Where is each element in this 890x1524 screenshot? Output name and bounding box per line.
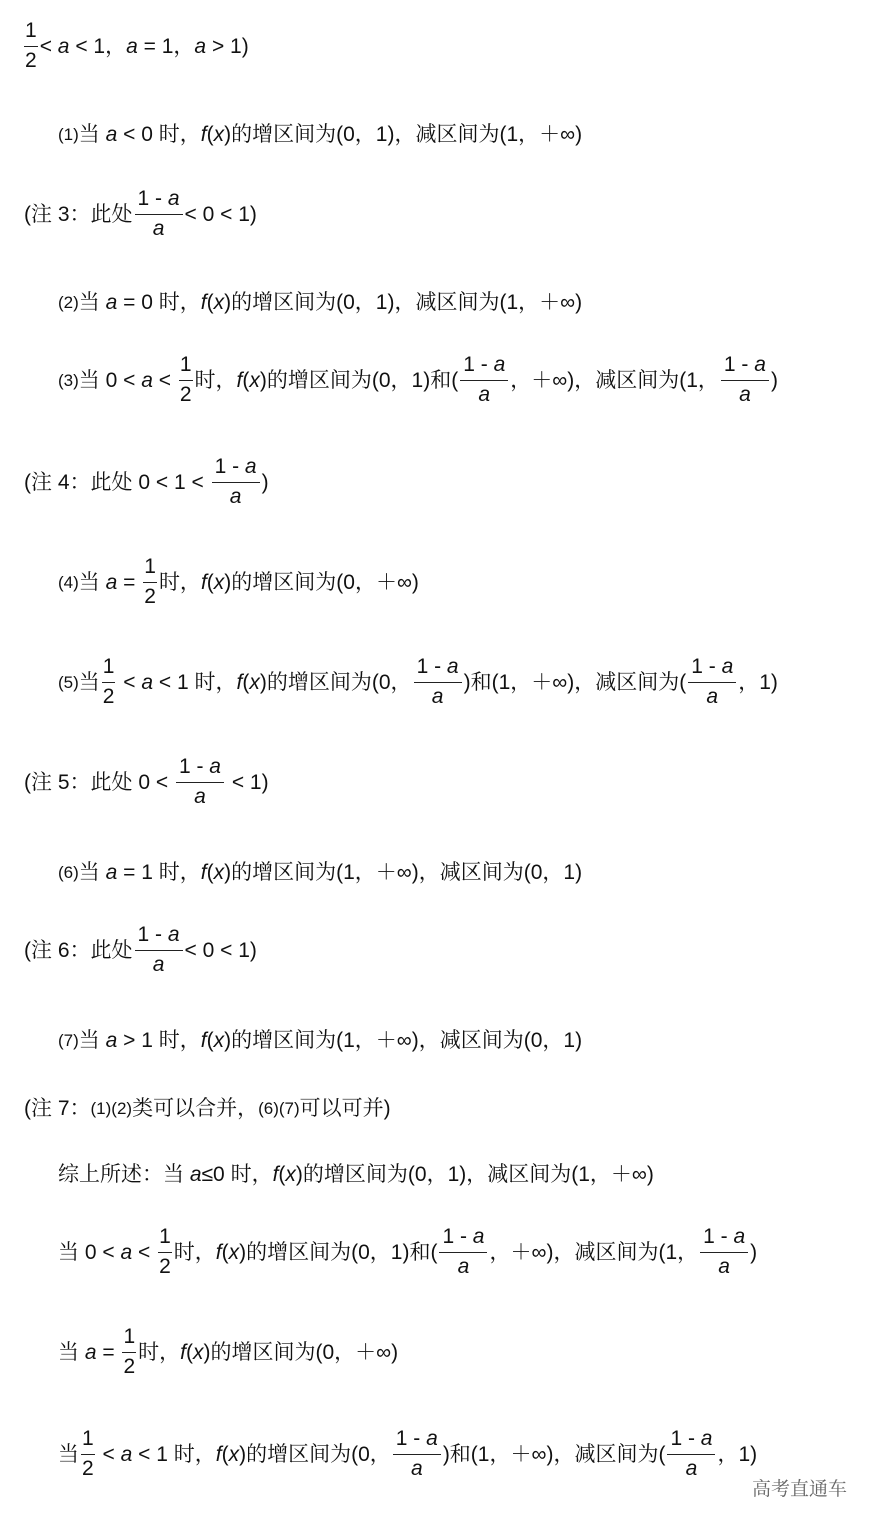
text-run: (: [206, 861, 214, 884]
fraction-numerator: [721, 354, 769, 376]
fraction-numerator: 1: [82, 1427, 94, 1450]
fraction-denominator: a: [457, 1255, 470, 1279]
case-number: (1): [58, 125, 79, 144]
text-run: )的增区间为(0，＋∞): [224, 570, 419, 594]
text-run: =: [117, 570, 142, 594]
math-variable: a: [426, 1427, 438, 1450]
fraction-denominator: 2: [144, 585, 156, 609]
text-line: [58, 1030, 582, 1051]
text-run: <: [132, 1240, 157, 1264]
math-variable: a: [167, 187, 180, 210]
text-run: 1 -: [670, 1427, 701, 1450]
fraction-bar: [460, 380, 508, 381]
text-run: 当: [78, 1029, 106, 1052]
text-run: < 1 时，: [132, 1442, 216, 1466]
fraction: [212, 456, 260, 508]
text-run: ，1): [738, 670, 778, 694]
text-line: [58, 1226, 757, 1278]
fraction-denominator: a: [478, 383, 491, 407]
text-run: > 1 时，: [117, 1029, 201, 1052]
math-variable: x: [213, 1029, 225, 1052]
math-variable: a: [446, 655, 459, 678]
text-run: 当: [78, 670, 100, 694]
fraction-numerator: 1: [102, 655, 115, 678]
text-line: [58, 556, 419, 608]
math-variable: f: [215, 1240, 222, 1264]
text-run: )的增区间为(0，＋∞): [203, 1340, 399, 1364]
text-run: =: [96, 1340, 121, 1364]
fraction-bar: [102, 682, 116, 683]
fraction: [460, 354, 508, 406]
text-line: [22, 20, 249, 72]
text-run: )的增区间为(0，: [259, 670, 412, 694]
math-variable: a: [733, 1225, 746, 1248]
math-variable: a: [167, 923, 180, 946]
text-line: [58, 1164, 654, 1185]
fraction-numerator: [135, 924, 183, 946]
text-run: 当 0 <: [58, 1240, 121, 1264]
fraction-denominator: a: [706, 685, 719, 709]
text-run: ，1): [717, 1442, 758, 1466]
fraction-bar: [700, 1252, 748, 1253]
fraction-numerator: 1: [123, 1325, 136, 1348]
text-run: )和(1，＋∞)，减区间为(: [442, 1442, 666, 1466]
math-variable: a: [105, 1029, 118, 1052]
text-run: 当: [58, 1340, 85, 1364]
math-variable: f: [200, 291, 207, 314]
text-run: ): [261, 470, 269, 494]
math-variable: a: [721, 655, 734, 678]
math-variable: f: [215, 1442, 222, 1466]
fraction-bar: [143, 582, 157, 583]
fraction-bar: [439, 1252, 487, 1253]
fraction-denominator: 2: [102, 685, 115, 709]
text-run: (: [206, 291, 214, 314]
text-line: [24, 924, 257, 976]
text-run: <: [39, 34, 58, 58]
text-run: < 1): [225, 770, 269, 794]
text-run: 时，: [138, 1340, 181, 1364]
text-run: 时，: [194, 368, 237, 392]
fraction: [179, 354, 193, 406]
math-variable: x: [285, 1163, 296, 1186]
fraction-numerator: [667, 1428, 715, 1450]
fraction-denominator: 2: [123, 1355, 136, 1379]
math-variable: a: [472, 1225, 485, 1248]
text-run: 当 0 <: [78, 368, 142, 392]
text-line: [24, 456, 269, 508]
text-run: > 1): [206, 34, 249, 58]
case-number: (2): [58, 293, 79, 312]
text-line: [58, 656, 778, 708]
fraction-numerator: 1: [179, 353, 192, 376]
text-run: 1 -: [442, 1225, 473, 1248]
fraction: [135, 188, 183, 240]
math-variable: a: [126, 34, 138, 58]
fraction-bar: [81, 1454, 95, 1455]
case-number: (6): [58, 863, 79, 882]
text-run: (: [206, 123, 214, 146]
fraction-bar: [179, 380, 193, 381]
math-variable: x: [228, 1240, 240, 1264]
case-number: (3): [58, 370, 79, 390]
math-variable: a: [120, 1240, 133, 1264]
text-run: (: [206, 1029, 214, 1052]
text-run: (: [242, 670, 250, 694]
fraction-bar: [667, 1454, 715, 1455]
fraction-denominator: 2: [179, 383, 192, 407]
fraction-bar: [158, 1252, 172, 1253]
fraction-numerator: [460, 354, 508, 376]
case-number: (4): [58, 572, 79, 592]
text-run: )的增区间为(0，: [239, 1442, 391, 1466]
fraction-denominator: a: [194, 785, 206, 809]
text-run: < 0 < 1): [184, 202, 257, 226]
text-line: [24, 1098, 391, 1119]
fraction-numerator: [439, 1226, 487, 1248]
fraction-bar: [414, 682, 462, 683]
fraction: [414, 656, 462, 708]
fraction-bar: [176, 782, 224, 783]
text-run: (: [242, 368, 250, 392]
fraction-numerator: [688, 656, 736, 678]
fraction: [81, 1428, 95, 1480]
text-line: [24, 756, 269, 808]
fraction: [143, 556, 157, 608]
case-number: (1)(2): [90, 1099, 133, 1118]
fraction-denominator: a: [431, 685, 444, 709]
fraction-denominator: 2: [159, 1255, 171, 1279]
fraction-numerator: 1: [25, 19, 37, 42]
fraction-denominator: a: [685, 1457, 698, 1481]
fraction-denominator: a: [410, 1457, 423, 1481]
text-run: 1 -: [463, 353, 494, 376]
case-number: (7): [58, 1031, 79, 1050]
math-variable: f: [200, 570, 207, 594]
fraction-bar: [212, 482, 260, 483]
math-variable: f: [236, 368, 243, 392]
text-run: < 0 时，: [117, 123, 201, 146]
text-run: )的增区间为(0，1)，减区间为(1，＋∞): [295, 1163, 654, 1186]
text-run: 1 -: [137, 923, 168, 946]
fraction-bar: [393, 1454, 441, 1455]
fraction-numerator: [700, 1226, 748, 1248]
watermark: 高考直通车: [752, 1479, 848, 1500]
math-variable: a: [84, 1340, 97, 1364]
fraction-bar: [135, 214, 183, 215]
math-variable: a: [754, 353, 766, 376]
fraction-numerator: [135, 188, 183, 210]
case-number: (6)(7): [258, 1099, 300, 1118]
text-run: )和(1，＋∞)，减区间为(: [463, 670, 687, 694]
text-run: (: [278, 1163, 286, 1186]
fraction: [176, 756, 224, 808]
text-run: 可以可并): [299, 1097, 391, 1120]
math-variable: f: [200, 123, 207, 146]
fraction-numerator: [212, 456, 260, 478]
text-run: 类可以合并，: [132, 1097, 259, 1120]
text-run: 1 -: [691, 655, 722, 678]
text-run: )的增区间为(0，1)和(: [239, 1240, 438, 1264]
note-label: (注 4：此处 0 < 1 <: [24, 470, 210, 494]
math-variable: a: [700, 1427, 713, 1450]
note-label: (注 3：此处: [24, 202, 133, 226]
fraction-numerator: [176, 756, 224, 778]
math-variable: a: [141, 670, 154, 694]
math-variable: a: [194, 34, 207, 58]
fraction: [439, 1226, 487, 1278]
math-variable: x: [228, 1442, 240, 1466]
text-run: 1 -: [416, 655, 447, 678]
fraction: [102, 656, 116, 708]
text-run: )的增区间为(1，＋∞)，减区间为(0，1): [224, 861, 583, 884]
fraction-denominator: a: [152, 217, 165, 241]
math-variable: f: [200, 861, 207, 884]
text-run: (: [221, 1442, 229, 1466]
fraction-bar: [122, 1352, 136, 1353]
text-run: ): [750, 1240, 758, 1264]
fraction-denominator: a: [152, 953, 165, 977]
text-run: 综上所述：当: [58, 1163, 190, 1186]
fraction-numerator: 1: [144, 555, 156, 578]
text-line: [58, 292, 582, 313]
fraction: [122, 1326, 136, 1378]
text-run: )的增区间为(1，＋∞)，减区间为(0，1): [224, 1029, 583, 1052]
text-run: 当: [58, 1442, 79, 1466]
text-line: [58, 1428, 757, 1480]
fraction: [158, 1226, 172, 1278]
text-line: [58, 862, 582, 883]
fraction-bar: [688, 682, 736, 683]
text-run: (: [221, 1240, 229, 1264]
text-run: ，＋∞)，减区间为(1，: [489, 1240, 699, 1264]
fraction-denominator: 2: [82, 1457, 94, 1481]
fraction-denominator: a: [229, 485, 242, 509]
text-line: [58, 354, 778, 406]
text-run: <: [96, 1442, 121, 1466]
math-variable: f: [236, 670, 243, 694]
math-variable: f: [180, 1340, 186, 1364]
fraction: [135, 924, 183, 976]
text-run: 1 -: [178, 755, 210, 778]
math-variable: a: [105, 570, 118, 594]
text-run: < 1，: [69, 34, 127, 58]
text-run: < 1 时，: [153, 670, 237, 694]
fraction: [667, 1428, 715, 1480]
math-variable: a: [141, 368, 153, 392]
text-run: 1 -: [214, 455, 245, 478]
text-run: <: [152, 368, 177, 392]
fraction-denominator: 2: [25, 49, 37, 73]
text-run: )的增区间为(0，1)，减区间为(1，＋∞): [224, 291, 583, 314]
fraction: [688, 656, 736, 708]
text-run: = 1，: [137, 34, 195, 58]
text-run: 当: [78, 291, 106, 314]
text-line: [58, 1326, 398, 1378]
fraction: [721, 354, 769, 406]
fraction-denominator: a: [718, 1255, 730, 1279]
text-run: (: [186, 1340, 193, 1364]
math-variable: a: [105, 291, 118, 314]
text-run: = 0 时，: [117, 291, 201, 314]
fraction-bar: [135, 950, 183, 951]
math-variable: f: [272, 1163, 279, 1186]
math-variable: x: [249, 670, 260, 694]
text-run: <: [117, 670, 142, 694]
math-variable: a: [57, 34, 70, 58]
fraction-bar: [721, 380, 769, 381]
fraction: [24, 20, 38, 72]
text-run: 当: [78, 570, 106, 594]
math-variable: a: [189, 1163, 202, 1186]
text-run: 1 -: [723, 353, 755, 376]
text-run: )的增区间为(0，1)和(: [259, 368, 459, 392]
text-line: [24, 188, 257, 240]
text-run: 1 -: [137, 187, 168, 210]
math-variable: x: [249, 368, 260, 392]
math-variable: a: [244, 455, 257, 478]
note-label: (注 6：此处: [24, 938, 133, 962]
text-run: )的增区间为(0，1)，减区间为(1，＋∞): [224, 123, 583, 146]
note-label: (注 7：: [24, 1097, 91, 1120]
text-run: ): [770, 368, 778, 392]
math-variable: a: [209, 755, 221, 778]
fraction-bar: [24, 46, 38, 47]
text-run: 当: [78, 123, 106, 146]
text-run: 1 -: [703, 1225, 734, 1248]
math-variable: a: [105, 123, 118, 146]
math-variable: x: [213, 861, 225, 884]
fraction: [700, 1226, 748, 1278]
fraction-numerator: [393, 1428, 441, 1450]
fraction-numerator: 1: [159, 1225, 171, 1248]
text-run: = 1 时，: [117, 861, 201, 884]
fraction: [393, 1428, 441, 1480]
text-run: < 0 < 1): [184, 938, 257, 962]
fraction-numerator: [414, 656, 462, 678]
math-variable: x: [193, 1340, 204, 1364]
text-run: ≤0 时，: [201, 1163, 273, 1186]
math-variable: x: [213, 291, 225, 314]
text-run: (: [206, 570, 214, 594]
case-number: (5): [58, 672, 79, 692]
math-variable: a: [105, 861, 118, 884]
text-run: 时，: [158, 570, 201, 594]
text-run: 1 -: [395, 1427, 427, 1450]
text-run: ，＋∞)，减区间为(1，: [510, 368, 719, 392]
text-run: 时，: [173, 1240, 216, 1264]
math-variable: a: [120, 1442, 133, 1466]
math-variable: x: [213, 123, 225, 146]
note-label: (注 5：此处 0 <: [24, 770, 174, 794]
text-line: [58, 124, 582, 145]
math-variable: f: [200, 1029, 207, 1052]
text-run: 当: [78, 861, 106, 884]
fraction-denominator: a: [739, 383, 751, 407]
math-variable: a: [493, 353, 506, 376]
math-variable: x: [213, 570, 225, 594]
